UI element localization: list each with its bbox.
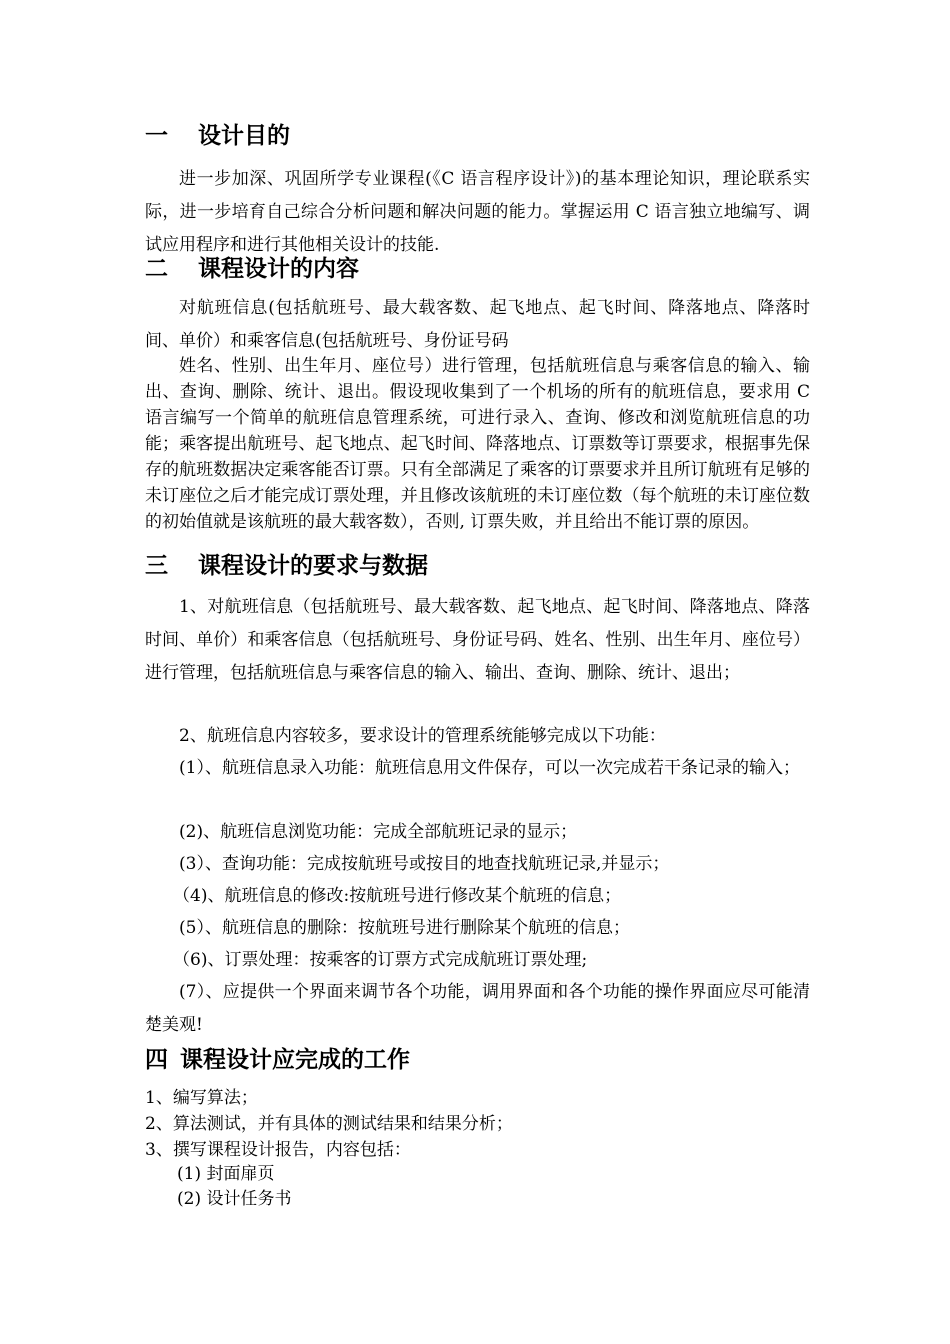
section-1-heading [145,121,290,151]
section-2-paragraph-2: 姓名、性别、出生年月、座位号）进行管理，包括航班信息与乘客信息的输入、输出、查询、删除、统计、退出。假设现收集到了一个机场的所有的航班信息，要求用 C 语言编写一个简单的航班信息管理系统，可进行录入、查询、修改和浏览航班信息的功能；乘客提出航班号、起飞地点、起飞时间、降落地点、订票数等订票要求，根据事先保存的航班数据决定乘客能否订票。只有全部满足了乘客的订票要求并且所订航班有足够的未订座位之后才能完成订票处理，并且修改该航班的未订座位数（每个航班的未订座位数的初始值就是该航班的最大载客数），否则, 订票失败，并且给出不能订票的原因。 [145,356,810,532]
work-item-3: 3、撰写课程设计报告，内容包括： [145,1140,411,1160]
section-2-paragraph-1: 对航班信息(包括航班号、最大载客数、起飞地点、起飞时间、降落地点、降落时间、单价）和乘客信息(包括航班号、身份证号码 [145,298,810,351]
report-content-item-2: (2) 设计任务书 [177,1189,292,1209]
section-3-number: 三 [145,553,168,579]
work-item-1: 1、编写算法； [145,1088,258,1108]
section-1-title: 设计目的 [198,123,290,149]
section-4-title: 课程设计应完成的工作 [180,1047,410,1073]
function-item-3: (3）、查询功能：完成按航班号或按目的地查找航班记录,并显示； [179,854,670,874]
section-1-number: 一 [145,123,168,149]
section-4-number: 四 [145,1047,168,1073]
function-item-6: （6)、订票处理：按乘客的订票方式完成航班订票处理; [173,950,588,970]
section-2-number: 二 [145,256,168,282]
report-content-item-1: (1) 封面扉页 [177,1164,275,1184]
function-item-4: （4)、航班信息的修改:按航班号进行修改某个航班的信息； [173,886,622,906]
section-3-title: 课程设计的要求与数据 [198,553,428,579]
requirement-item-1: 1、对航班信息（包括航班号、最大载客数、起飞地点、起飞时间、降落地点、降落时间、单价）和乘客信息（包括航班号、身份证号码、姓名、性别、出生年月、座位号）进行管理，包括航班信息与乘客信息的输入、输出、查询、删除、统计、退出； [145,597,810,683]
function-item-7: (7）、应提供一个界面来调节各个功能，调用界面和各个功能的操作界面应尽可能清楚美观! [145,982,810,1035]
section-1-paragraph: 进一步加深、巩固所学专业课程(《C 语言程序设计》)的基本理论知识，理论联系实际，进一步培育自己综合分析问题和解决问题的能力。掌握运用 C 语言独立地编写、调试应用程序和进行其他相关设计的技能. [145,169,810,255]
function-item-5: (5）、航班信息的删除：按航班号进行删除某个航班的信息； [179,918,630,938]
section-4-heading [145,1045,410,1075]
function-item-2: (2)、航班信息浏览功能：完成全部航班记录的显示； [179,822,578,842]
function-item-1: (1）、航班信息录入功能：航班信息用文件保存，可以一次完成若干条记录的输入； [179,758,800,778]
section-2-heading [145,254,359,284]
section-2-title: 课程设计的内容 [198,256,359,282]
requirement-item-2: 2、航班信息内容较多，要求设计的管理系统能够完成以下功能： [179,726,666,746]
work-item-2: 2、算法测试，并有具体的测试结果和结果分析； [145,1114,513,1134]
section-3-heading [145,551,428,581]
